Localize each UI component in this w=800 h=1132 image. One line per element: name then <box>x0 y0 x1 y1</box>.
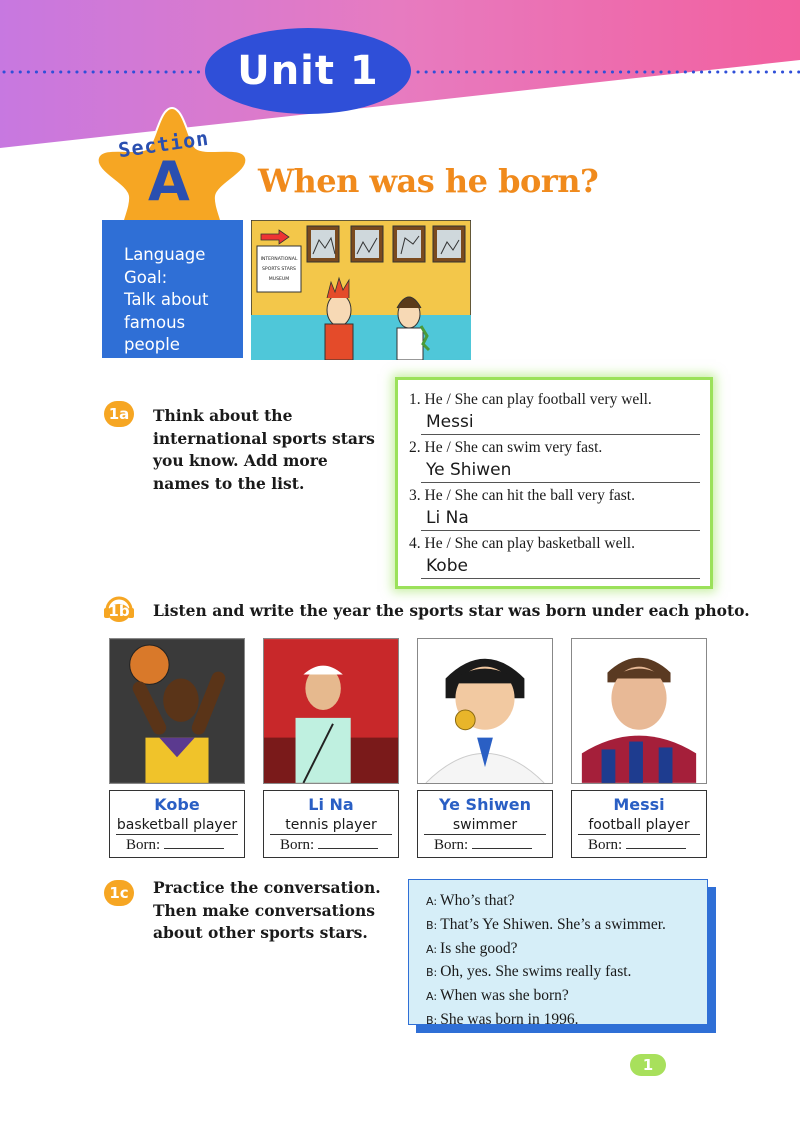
born-blank[interactable] <box>626 836 686 849</box>
museum-sign-line: INTERNATIONAL <box>260 257 298 262</box>
list-answer-field[interactable]: Ye Shiwen <box>421 458 700 483</box>
list-item <box>409 438 700 486</box>
instruction-line: international sports stars <box>153 428 375 448</box>
star-job: football player <box>578 816 700 835</box>
list-answer-field[interactable]: Li Na <box>421 506 700 531</box>
photo-messi <box>571 638 707 784</box>
star-card <box>417 790 553 858</box>
conversation-text: When was she born? <box>440 987 569 1005</box>
photo-li-na <box>263 638 399 784</box>
speaker-label: B: <box>426 966 438 980</box>
activity-1a-instruction <box>153 405 375 495</box>
museum-illustration <box>251 220 471 360</box>
speaker-label: B: <box>426 918 438 932</box>
conversation-text: That’s Ye Shiwen. She’s a swimmer. <box>440 915 666 933</box>
star-name: Kobe <box>154 795 200 814</box>
conversation-text: Oh, yes. She swims really fast. <box>440 963 632 981</box>
goal-line: famous <box>124 312 186 332</box>
museum-sign-line: SPORTS STARS <box>262 267 296 272</box>
activity-1c-instruction <box>153 877 381 945</box>
goal-line: Language <box>124 245 206 264</box>
born-label: Born: <box>126 837 161 853</box>
born-field[interactable] <box>264 835 398 855</box>
speaker-label: A: <box>426 895 438 908</box>
star-name: Li Na <box>308 795 354 814</box>
list-item <box>409 486 700 534</box>
star-job: basketball player <box>116 817 238 833</box>
conversation-box <box>408 879 708 1028</box>
photo-ye-shiwen <box>417 638 553 784</box>
conversation-line <box>426 890 707 914</box>
goal-line: people <box>124 335 180 354</box>
museum-sign-line: MUSEUM <box>268 277 290 282</box>
conversation-line <box>426 1009 707 1033</box>
list-question: 3. He / She can hit the ball very fast. <box>409 487 635 504</box>
unit-title: Unit 1 <box>237 48 379 94</box>
list-answer-field[interactable]: Messi <box>421 410 700 435</box>
conversation-line <box>426 961 707 985</box>
born-blank[interactable] <box>472 836 532 849</box>
activity-1b-instruction: Listen and write the year the sports star was born under each photo. <box>153 601 750 620</box>
goal-line: Goal: <box>124 267 168 287</box>
conversation-line <box>426 985 707 1009</box>
instruction-line: you know. Add more <box>153 451 328 470</box>
list-item <box>409 390 700 438</box>
born-label: Born: <box>588 837 623 853</box>
born-label: Born: <box>280 837 315 853</box>
language-goal-box <box>102 220 243 358</box>
list-item <box>409 534 700 582</box>
conversation-line <box>426 914 707 938</box>
list-question: 2. He / She can swim very fast. <box>409 439 603 456</box>
activity-badge-1a: 1a <box>104 401 134 427</box>
star-card <box>263 790 399 858</box>
page-number: 1 <box>630 1054 666 1076</box>
conversation-text: She was born in 1996. <box>440 1010 579 1028</box>
instruction-line: names to the list. <box>153 473 305 493</box>
sports-stars-list <box>395 377 713 589</box>
born-field[interactable] <box>572 835 706 855</box>
born-blank[interactable] <box>318 836 378 849</box>
list-question: 4. He / She can play basketball well. <box>409 535 635 552</box>
star-card <box>571 790 707 858</box>
born-blank[interactable] <box>164 836 224 849</box>
section-letter: A <box>148 150 190 213</box>
lesson-title: When was he born? <box>258 162 599 200</box>
star-job: tennis player <box>270 816 392 835</box>
born-field[interactable] <box>418 835 552 855</box>
star-job: swimmer <box>424 816 546 835</box>
photo-kobe <box>109 638 245 784</box>
conversation-line <box>426 938 707 962</box>
conversation-text: Is she good? <box>440 939 518 957</box>
born-label: Born: <box>434 837 469 853</box>
instruction-line: Think about the <box>153 406 293 425</box>
star-name: Messi <box>613 795 665 814</box>
instruction-line: Practice the conversation. <box>153 878 381 897</box>
activity-badge-1c: 1c <box>104 880 134 906</box>
star-card <box>109 790 245 858</box>
speaker-label: A: <box>426 942 438 956</box>
born-field[interactable] <box>110 835 244 855</box>
instruction-line: Then make conversations <box>153 900 376 920</box>
instruction-line: about other sports stars. <box>153 923 368 942</box>
list-question: 1. He / She can play football very well. <box>409 391 652 408</box>
speaker-label: A: <box>426 990 438 1004</box>
conversation-text: Who’s that? <box>440 892 515 909</box>
star-name: Ye Shiwen <box>439 795 531 814</box>
speaker-label: B: <box>426 1013 438 1027</box>
section-label: Section <box>116 125 211 163</box>
list-answer-field[interactable]: Kobe <box>421 554 700 579</box>
goal-line: Talk about <box>124 290 209 309</box>
activity-badge-1b: 1b <box>108 602 130 620</box>
